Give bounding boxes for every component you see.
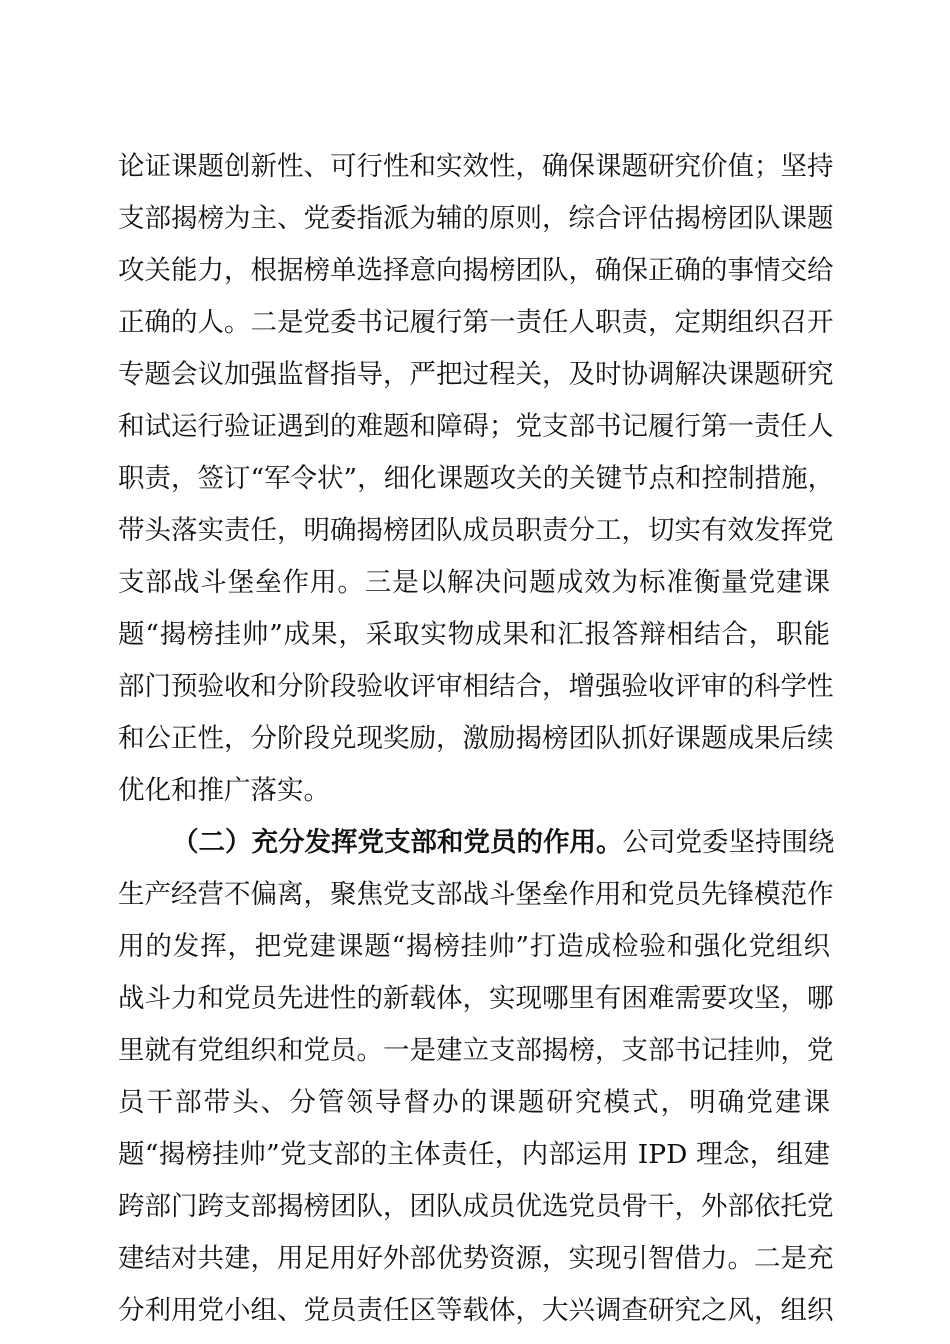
- body-text: [118, 141, 835, 1337]
- text-line: 专题会议加强监督指导，严把过程关，及时协调解决课题研究: [118, 359, 834, 390]
- paragraph-1: [118, 141, 835, 817]
- text-line: 职责，签订“军令状”，细化课题攻关的关键节点和控制措施，: [118, 463, 835, 494]
- heading-continuation: 公司党委坚持围绕: [622, 827, 835, 858]
- text-line: 分利用党小组、党员责任区等载体，大兴调查研究之风，组织: [118, 1295, 834, 1326]
- text-line: 支部战斗堡垒作用。三是以解决问题成效为标准衡量党建课: [118, 567, 830, 598]
- text-line: 员干部带头、分管领导督办的课题研究模式，明确党建课: [118, 1087, 830, 1118]
- paragraph-2-first-line: [118, 817, 835, 869]
- text-line: 用的发挥，把党建课题“揭榜挂帅”打造成检验和强化党组织: [118, 931, 830, 962]
- text-line: 支部揭榜为主、党委指派为辅的原则，综合评估揭榜团队课题: [118, 203, 834, 234]
- text-line: 生产经营不偏离，聚焦党支部战斗堡垒作用和党员先锋模范作: [118, 879, 834, 910]
- text-line: 建结对共建，用足用好外部优势资源，实现引智借力。二是充: [118, 1243, 834, 1274]
- text-line: 题“揭榜挂帅”党支部的主体责任，内部运用 IPD 理念，组建: [118, 1139, 830, 1170]
- paragraph-2: [118, 817, 835, 1337]
- text-line: 优化和推广落实。: [118, 775, 330, 806]
- text-line: 题“揭榜挂帅”成果，采取实物成果和汇报答辩相结合，职能: [118, 619, 830, 650]
- text-line: 攻关能力，根据榜单选择意向揭榜团队，确保正确的事情交给: [118, 255, 834, 286]
- text-line: 部门预验收和分阶段验收评审相结合，增强验收评审的科学性: [118, 671, 834, 702]
- text-line: 带头落实责任，明确揭榜团队成员职责分工，切实有效发挥党: [118, 515, 834, 546]
- text-line: 论证课题创新性、可行性和实效性，确保课题研究价值；坚持: [118, 151, 834, 182]
- text-line: 跨部门跨支部揭榜团队，团队成员优选党员骨干，外部依托党: [118, 1191, 834, 1222]
- section-heading: （二）充分发挥党支部和党员的作用。: [172, 827, 623, 858]
- text-line: 正确的人。二是党委书记履行第一责任人职责，定期组织召开: [118, 307, 834, 338]
- text-line: 里就有党组织和党员。一是建立支部揭榜，支部书记挂帅，党: [118, 1035, 834, 1066]
- text-line: 和公正性，分阶段兑现奖励，激励揭榜团队抓好课题成果后续: [118, 723, 834, 754]
- text-line: 战斗力和党员先进性的新载体，实现哪里有困难需要攻坚，哪: [118, 983, 834, 1014]
- text-line: 和试运行验证遇到的难题和障碍；党支部书记履行第一责任人: [118, 411, 834, 442]
